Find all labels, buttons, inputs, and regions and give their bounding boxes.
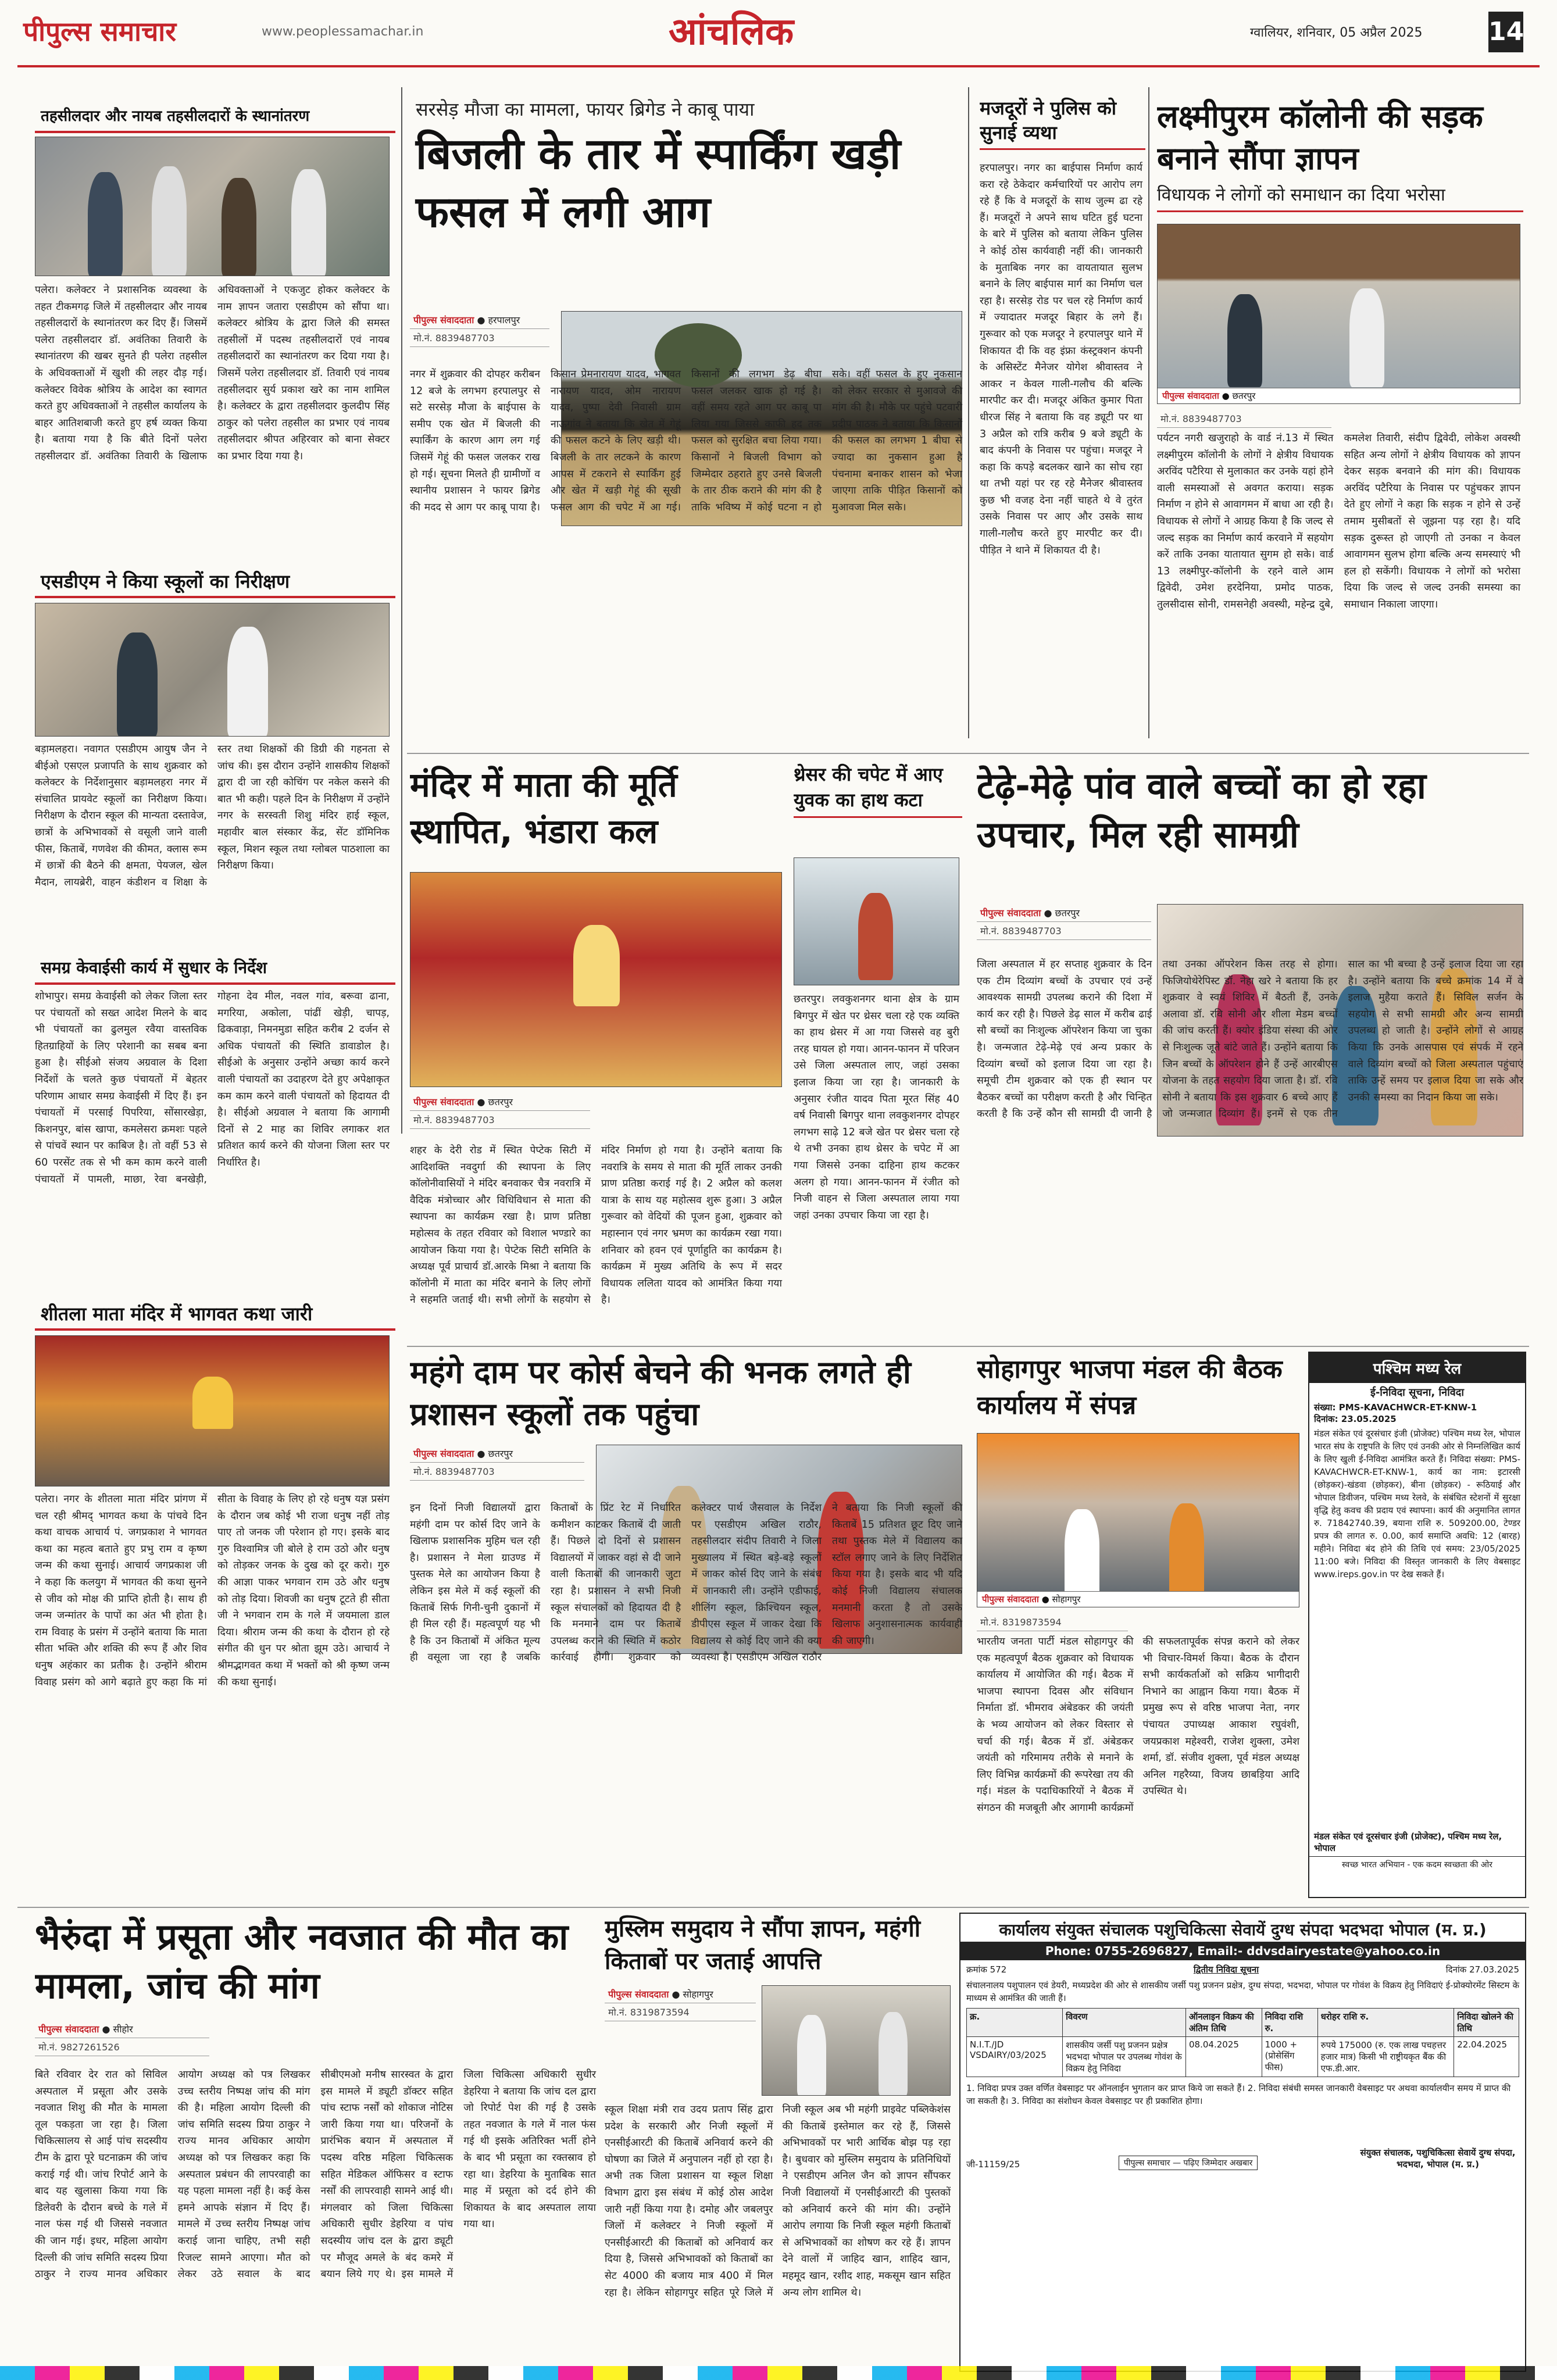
- byline-mobile: मो.नं. 8839487703: [410, 1463, 584, 1481]
- photo-caption: पीपुल्स संवाददाता ● छतरपुर: [1158, 388, 1520, 403]
- headline: तहसीलदार और नायब तहसीलदारों के स्थानांतरण: [35, 102, 395, 133]
- article-bhairunda: [35, 1913, 599, 2372]
- headline: लक्ष्मीपुरम कॉलोनी की सड़क बनाने सौंपा ज्ञापन: [1157, 98, 1483, 177]
- photo-transfers: [35, 137, 390, 276]
- column-divider: [1148, 87, 1149, 738]
- byline-mobile: मो.नं. 8319873594: [605, 2003, 756, 2021]
- article-body: छतरपुर। लवकुशनगर थाना क्षेत्र के ग्राम बिगपुर में खेत पर थ्रेसर चला रहे एक व्यक्ति का हाथ थ्रेसर में आ गया जिससे वह बुरी तरह घायल हो गया। आनन-फानन में परिजन उसे जिला अस्पताल लाए, जहां उसका इलाज किया जा रहा है। जानकारी के अनुसार रंजीत यादव पिता मूरत सिंह 40 वर्ष निवासी बिगपुर थाना लवकुशनगर दोपहर लगभग साढ़े 12 बजे खेत पर थ्रेसर चला रहे थे तभी उनका हाथ थ्रेसर के चपेट में आ गया जिससे उनका दाहिना हाथ कटकर अलग हो गया। आनन-फानन में रंजीत को निजी वाहन से जिला अस्पताल लाया गया जहां उनका उपचार किया जा रहा है।: [794, 994, 959, 1221]
- article-body: बड़ामलहरा। नवागत एसडीएम आयुष जैन ने बीईओ एसएल प्रजापति के साथ शुक्रवार को कलेक्टर के निर्देशानुसार बड़ामलहरा नगर में संचालित प्रायवेट स्कूलों का निरीक्षण किया। निरीक्षण के दौरान स्कूल की मान्यता दस्तावेज, छात्रों के अभिभावकों से वसूली जाने वाली फीस, किताबें, गणवेश की कीमत, क्लास रूम में छात्रों की बैठने की क्षमता, पेयजल, खेल मैदान, लायब्रेरी, वाहन कंडीशन व शिक्षा के स्तर तथा शिक्षकों की डिग्री की गहनता से जांच की। इस दौरान उन्होंने शासकीय शिक्षकों द्वारा दी जा रही कोचिंग पर नकेल कसने की बात भी कही। पहले दिन के निरीक्षण में उन्होंने नगर के सरस्वती शिशु मंदिर हाई स्कूल, महावीर बाल संस्कार केंद्र, सेंट डॉमिनिक स्कूल, मिशन स्कूल तथा ग्लोबल पाठशाला का निरीक्षण किया।: [35, 744, 390, 888]
- article-bjp-meeting: [977, 1352, 1302, 1898]
- table-header-cell: निविदा खोलने की तिथि: [1454, 2009, 1519, 2037]
- article-thresher: [794, 762, 962, 1343]
- tender-banner: पश्चिम मध्य रेल: [1309, 1353, 1525, 1383]
- table-cell: N.I.T./JD VSDAIRY/03/2025: [967, 2037, 1063, 2077]
- photo-memorandum: [1157, 224, 1520, 404]
- headline: मुस्लिम समुदाय ने सौंपा ज्ञापन, महंगी किताबों पर जताई आपत्ति: [605, 1916, 921, 1975]
- section-title: आंचलिक: [669, 10, 794, 53]
- tender-number: क्रमांक 572: [966, 1964, 1007, 1975]
- section-rule: [407, 753, 1529, 754]
- tender-dairy: [959, 1913, 1526, 2372]
- article-body: स्कूल शिक्षा मंत्री राव उदय प्रताप सिंह द्वारा प्रदेश के सरकारी और निजी स्कूलों में एनसीईआरटी की किताबें अनिवार्य करने की घोषणा का जिले में अनुपालन नहीं हो रहा है। अभी तक जिला प्रशासन या स्कूल शिक्षा विभाग द्वारा इस संबंध में कोई ठोस आदेश जारी नहीं किया गया है। दमोह और जबलपुर जिलों में कलेक्टर ने निजी स्कूलों में एनसीईआरटी की किताबों को अनिवार्य कर दिया है, जिससे अभिभावकों को किताबों का सेट 4000 की बजाय मात्र 400 में मिल रहा है। लेकिन सोहागपुर सहित पूरे जिले में निजी स्कूल अब भी महंगी प्राइवेट पब्लिकेशंस की किताबें इस्तेमाल कर रहे हैं, जिससे अभिभावकों पर भारी आर्थिक बोझ पड़ रहा है। बुधवार को मुस्लिम समुदाय के प्रतिनिधियों ने एसडीएम अनिल जैन को ज्ञापन सौंपकर निजी विद्यालयों में एनसीईआरटी की पुस्तकों को अनिवार्य करने की मांग की। उन्होंने आरोप लगाया कि निजी स्कूल महंगी किताबों से अभिभावकों का शोषण कर रहे हैं। ज्ञापन देने वालों में जाहिद खान, शाहिद खान, महमूद खान, रशीद शाह, मकसूम खान सहित अन्य लोग शामिल थे।: [605, 2104, 951, 2299]
- photo-person: [797, 2015, 826, 2096]
- article-sdm-inspection: [35, 567, 395, 945]
- byline-place: छतरपुर: [488, 1096, 513, 1107]
- photo-person: [117, 632, 158, 737]
- photo-person: [192, 1377, 233, 1429]
- byline: पीपुल्स संवाददाता ● छतरपुर मो.नं. 8839487703: [410, 1445, 584, 1481]
- headline: मंदिर में माता की मूर्ति स्थापित, भंडारा कल: [410, 765, 677, 851]
- photo-person: [291, 169, 326, 276]
- tender-ref: संख्या: PMS-KAVACHWCR-ET-KNW-1: [1314, 1402, 1477, 1413]
- caption-place: छतरपुर: [1232, 391, 1256, 401]
- article-body: शहर के देरी रोड में स्थित पेप्टेक सिटी में आदिशक्ति नवदुर्गा की स्थापना के लिए कॉलोनीवासियों ने मंदिर बनवाकर चैत्र नवरात्रि में वैदिक मंत्रोच्चार और विधिविधान से माता की स्थापना का कार्यक्रम रखा है। प्राण प्रतिष्ठा महोत्सव के तहत रविवार को विशाल भण्डारे का आयोजन किया गया है। पेप्टेक सिटी समिति के अध्यक्ष पूर्व प्राचार्य डॉ.आरके मिश्रा ने बताया कि कॉलोनी में माता का मंदिर बनाने के लिए लोगों ने सहमति जताई थी। सभी लोगों के सहयोग से मंदिर निर्माण हो गया है। उन्होंने बताया कि नवरात्रि के समय से माता की मूर्ति लाकर उनकी प्राण प्रतिष्ठा कराई गई है। 2 अप्रैल को कलश यात्रा के साथ यह महोत्सव शुरू हुआ। 3 अप्रैल गुरूवार को वेदियों की पूजन हुआ, शुक्रवार को महास्नान एवं नगर भ्रमण का कार्यक्रम रखा गया। शनिवार को हवन एवं पूर्णाहुति का कार्यक्रम है। कार्यक्रम में मुख्य अतिथि के रूप में सदर विधायक ललिता यादव को आमंत्रित किया गया है।: [410, 1145, 782, 1306]
- tender-body: मंडल संकेत एवं दूरसंचार इंजी (प्रोजेक्ट) पश्चिम मध्य रेल, भोपाल भारत संघ के राष्ट्रपति के लिए एवं उनकी ओर से निम्नलिखित कार्य के लिए खुली ई-निविदा आमंत्रित करते हैं। निविदा संख्या: PMS-KAVACHWCR-ET-KNW-1, कार्य का नाम: इटारसी (छोड़कर)-खंडवा (छोड़कर), बीना (छोड़कर) - रूठियाई और भोपाल डिवीजन, पश्चिम मध्य रेलवे, के संबंधित स्टेशनों में सुरक्षा वृद्धि हेतु कवच की प्रदाय एवं स्थापना। कार्य की अनुमानित लागत रु. 71842740.39, बयाना राशि रु. 509200.00, टेण्डर प्रपत्र की लागत रु. 0.00, कार्य समाप्ति अवधि: 12 (बारह) महीने। निविदा बंद होने की तिथि एवं समय: 23/05/2025 11:00 बजे। निविदा की विस्तृत जानकारी के लिए वेबसाइट www.ireps.gov.in पर देख सकते हैं।: [1314, 1428, 1520, 1579]
- photo-hospital: [794, 857, 959, 985]
- table-cell: 1000 + (प्रोसेसिंग फीस): [1262, 2037, 1317, 2077]
- table-cell: 08.04.2025: [1186, 2037, 1262, 2077]
- photo-katha: [35, 1335, 390, 1486]
- page-number: 14: [1488, 12, 1523, 52]
- column-divider: [401, 87, 402, 1134]
- photo-person: [879, 2012, 908, 2096]
- caption-place: सोहागपुर: [1052, 1594, 1081, 1604]
- table-header-cell: क्र.: [967, 2009, 1063, 2037]
- tender-railway: [1308, 1352, 1526, 1898]
- tender-date: दिनांक: 23.05.2025: [1314, 1414, 1397, 1424]
- table-row: [967, 2037, 1519, 2077]
- article-children-treatment: [977, 762, 1526, 1343]
- article-body: शोभापुर। समग्र केवाईसी को लेकर जिला स्तर पर पंचायतों को सख्त आदेश मिलने के बाद भी पंचायतों का ढुलमुल रवैया वास्तविक हितग्राहियों के लिए परेशानी का सबब बना हुआ है। सीईओ संजय अग्रवाल के दिशा निर्देशों के चलते कुछ पंचायतों में बेहतर परिणाम आधार समग्र केवाईसी में दिए हैं। इन पंचायतों में परसाई पिपरिया, सोंसारखेड़ा, किशनपुर, बांस खापा, कमलेसरा क्रमशः पहले से पांचवें स्थान पर काबिज है। तो वहीं 53 से 60 परसेंट तक से भी कम काम करने वाली पंचायतों में पामली, माछा, रेवा बनखेड़ी, गोहना देव मील, नवल गांव, बरूवा ढाना, मगरिया, अकोला, पांढीं खेड़ी, चापड़, ढिकवाड़ा, निमनमुडा सहित करीब 2 दर्जन से अधिक पंचायतों की स्थिति डावाडोल है। सीईओ के अनुसार उन्होंने अच्छा कार्य करने वाली पंचायतों का उदाहरण देते हुए अपेक्षाकृत कम काम करने वाली पंचायतों को हिदायत दी है। सीईओ अग्रवाल ने बताया कि आगामी दिनों से 2 माह का शिविर लगाकर शत प्रतिशत कार्य करने की योजना जिला स्तर पर निर्धारित है।: [35, 991, 390, 1185]
- article-costly-course: [410, 1352, 965, 1898]
- tender-table-wrap: [960, 2008, 1525, 2077]
- print-color-marks: [0, 2366, 1557, 2380]
- tender-table: [966, 2008, 1519, 2077]
- headline: महंगे दाम पर कोर्स बेचने की भनक लगते ही प्रशासन स्कूलों तक पहुंचा: [410, 1354, 911, 1432]
- tender-footer: [960, 2147, 1525, 2170]
- byline-place: सोहागपुर: [683, 1989, 713, 2000]
- headline: टेढ़े-मेढ़े पांव वाले बच्चों का हो रहा उपचार, मिल रही सामग्री: [977, 764, 1426, 856]
- tender-meta: [960, 1960, 1525, 1979]
- byline: पीपुल्स संवाददाता ● छतरपुर मो.नं. 8839487703: [410, 1093, 590, 1129]
- table-header-cell: ऑनलाइन विक्रय की अंतिम तिथि: [1186, 2009, 1262, 2037]
- headline: भैरुंदा में प्रसूता और नवजात की मौत का मामला, जांच की मांग: [35, 1916, 569, 2007]
- tender-title: ई-निविदा सूचना, निविदा: [1370, 1386, 1464, 1399]
- article-body: हरपालपुर। नगर का बाईपास निर्माण कार्य करा रहे ठेकेदार कर्मचारियों पर आरोप लग रहे हैं कि वे मजदूरों के साथ जुल्म ढा रहे हैं। मजदूरों ने अपने साथ घटित हुई घटना के बारे में पुलिस को बताया लेकिन पुलिस ने कोई ठोस कार्यवाही नहीं की। जानकारी के मुताबिक नगर का वायतायात सुलभ बनाने के लिए बाईपास मार्ग का निर्माण चल रहा है। सरसेड़ रोड पर चल रहे निर्माण कार्य में ज्यादातर मजदूर बिहार के लगे हैं। गुरूवार को एक मजदूर ने हरपालपुर थाने में शिकायत दी कि वह इंफ्रा कंस्ट्रक्शन कंपनी के असिस्टेंट मैनेजर योगेश श्रीवास्तव ने आकर न केवल गाली-गलौच की बल्कि मारपीट कर दी। मजदूर अंकित कुमार पिता धीरज सिंह ने बताया कि वह ड्यूटी पर था 3 अप्रैल को रात्रि करीब 9 बजे ड्यूटी के बाद कंपनी के निवास पर पहुंचा। मजदूर ने कहा कि कपड़े बदलकर खाने का सोच रहा था तभी यहां पर रह रहे मैनेजर श्रीवास्तव कुछ भी वजह देना नहीं चाहते थे वे तुरंत उसके निवास पर आए और उसके साथ गाली-गलौच करते हुए मारपीट कर दी। पीड़ित ने थाने में शिकायत दी है।: [980, 162, 1142, 556]
- photo-person: [1169, 1503, 1204, 1602]
- byline-place: छतरपुर: [488, 1448, 513, 1459]
- photo-bjp: [977, 1433, 1299, 1607]
- photo-person: [152, 166, 187, 276]
- byline-mobile: मो.नं. 8839487703: [410, 1111, 590, 1129]
- byline-name: पीपुल्स संवाददाता: [413, 1096, 474, 1107]
- photo-sdm: [35, 603, 390, 737]
- byline: पीपुल्स संवाददाता ● सोहागपुर मो.नं. 8319873594: [605, 1985, 756, 2021]
- headline: बिजली के तार में स्पार्किंग खड़ी फसल में लगी आग: [416, 129, 901, 237]
- byline-name: पीपुल्स संवाददाता: [413, 1448, 474, 1459]
- article-body: पर्यटन नगरी खजुराहो के वार्ड नं.13 में स्थित लक्ष्मीपुरम कॉलोनी के लोगों ने क्षेत्रीय विधायक अरविंद पटैरिया से मुलाकात कर उनके यहां होने वाली समस्याओं से अवगत कराया। सड़क निर्माण न होने से आवागमन में बाधा आ रही है। विधायक से लोगों ने आग्रह किया है कि जल्द से जल्द सड़क का निर्माण कार्य करवाने में सहयोग करें ताकि उनका यातायात सुगम हो सके। वार्ड 13 लक्ष्मीपुर-कॉलोनी के रहने वाले आम द्विवेदी, उमेश हरदेनिया, प्रमोद पाठक, तुलसीदास सोनी, रामसनेही अवस्थी, महेन्द्र दुबे, कमलेश तिवारी, संदीप द्विवेदी, लोकेश अवस्थी सहित अन्य लोगों ने क्षेत्रीय विधायक को ज्ञापन देकर सड़क बनवाने की मांग की। विधायक अरविंद पटैरिया के निवास पर पहुंचकर ज्ञापन देते हुए लोगों ने कहा कि सड़क न होने से उन्हें तमाम मुसीबतों से जूझना पड़ रहा है। यदि सड़क दुरूस्त हो जाएगी तो उनका न केवल आवागमन सुलभ होगा बल्कि अन्य समस्याएं भी हल हो सकेंगी। विधायक ने लोगों को भरोसा दिया कि जल्द से जल्द उनकी समस्या का समाधान निकाला जाएगा।: [1157, 433, 1520, 610]
- table-cell: 22.04.2025: [1454, 2037, 1519, 2077]
- photo-person: [858, 893, 893, 980]
- byline-name: पीपुल्स संवाददाता: [413, 315, 474, 326]
- headline: मजदूरों ने पुलिस को सुनाई व्यथा: [980, 96, 1145, 150]
- tender-title: कार्यालय संयुक्त संचालक पशुचिकित्सा सेवायें दुग्ध संपदा भदभदा भोपाल (म. प्र.): [999, 1920, 1487, 1939]
- article-muslim-memorandum: [605, 1913, 954, 2372]
- headline: थ्रेसर की चपेट में आए युवक का हाथ कटा: [794, 762, 962, 818]
- caption-name: पीपुल्स संवाददाता: [982, 1594, 1039, 1604]
- article-body: इन दिनों निजी विद्यालयों द्वारा महंगी दाम पर कोर्स दिए जाने के खिलाफ प्रशासनिक मुहिम चल रही है। प्रशासन ने मेला ग्राउण्ड में पुस्तक मेले का आयोजन किया है लेकिन इस मेले में कई स्कूलों की किताबें सिर्फ गिनी-चुनी दुकानों में ही मिल रही हैं। महत्वपूर्ण यह भी है कि उन किताबों में अंकित मूल्य ही वसूला जा रहा है जबकि किताबों के प्रिंट रेट में निर्धारित कमीशन काटकर किताबें दी जाती हैं। पिछले दो दिनों से प्रशासन विद्यालयों में जाकर वहां से दी जाने वाली किताबों की जानकारी जुटा रहा है। प्रशासन ने सभी निजी स्कूल संचालकों को हिदायत दी है कि मनमाने दाम पर किताबें उपलब्ध कराने की स्थिति में कठोर कार्रवाई होगी। शुक्रवार को कलेक्टर पार्थ जैसवाल के निर्देश पर एसडीएम अखिल राठौर, तहसीलदार संदीप तिवारी ने जिला मुख्यालय में स्थित बड़े-बड़े स्कूलों में जाकर कोर्स दिए जाने के संबंध में जानकारी ली। उन्होंने एडीफाई, शीलिंग स्कूल, क्रिश्चियन स्कूल, डीपीएस स्कूल में जाकर देखा कि विद्यालय से कोई दिए जाने की क्या व्यवस्था है। एसडीएम अखिल राठौर ने बताया कि निजी स्कूलों की किताबें 15 प्रतिशत छूट दिए जाने तथा पुस्तक मेले में विद्यालय का स्टॉल लगाए जाने के लिए निर्देशित किया गया है। इसके बाद भी यदि कोई निजी विद्यालय संचालक मनमानी करता है तो उसके खिलाफ अनुशासनात्मक कार्यवाही की जाएगी।: [410, 1502, 962, 1664]
- photo-person: [88, 172, 123, 276]
- dateline: ग्वालियर, शनिवार, 05 अप्रैल 2025: [1250, 26, 1423, 40]
- article-body: बिते रविवार देर रात को सिविल अस्पताल में प्रसूता और उसके नवजात शिशु की मौत के मामला तूल पकड़ता जा रहा है। जिला चिकित्सालय से आई पांच सदस्यीय टीम के द्वारा पूरे घटनाक्रम की जांच कराई गई थी। जांच रिपोर्ट आने के बाद यह खुलासा किया गया कि डिलेवरी के दौरान बच्चे के गले में नाल फंस गई थी जिससे नवजात की जान गई। इधर, महिला आयोग दिल्ली की जांच समिति सदस्य प्रिया ठाकुर ने राज्य मानव अधिकार आयोग अध्यक्ष को पत्र लिखकर उच्च स्तरीय निष्पक्ष जांच की मांग की है। महिला आयोग दिल्ली की जांच समिति सदस्य प्रिया ठाकुर ने राज्य मानव अधिकार आयोग अध्यक्ष को पत्र लिखकर कहा कि अस्पताल प्रबंधन की लापरवाही का यह पहला मामला नहीं है। कई केस हमने आपके संज्ञान में दिए हैं। मामले में उच्च स्तरीय निष्पक्ष जांच कराई जाना चाहिए, तभी सही रिजल्ट सामने आएगा। मौत को लेकर उठे सवाल के बाद सीबीएमओ मनीष सारस्वत के द्वारा इस मामले में ड्यूटी डॉक्टर सहित पांच स्टाफ नर्सों को शोकाज नोटिस जारी किया गया था। परिजनों के प्रारंभिक बयान में अस्पताल में पदस्थ वरिष्ठ महिला चिकित्सक सहित मेडिकल ऑफिसर व स्टाफ नर्सों की लापरवाही सामने आई थी। मंगलवार को जिला चिकित्सा अधिकारी सुधीर डेहरिया व पांच सदस्यीय जांच दल के द्वारा ड्यूटी पर मौजूद अमले के बंद कमरे में बयान लिये गए थे। इस मामले में जिला चिकित्सा अधिकारी सुधीर डेहरिया ने बताया कि जांच दल द्वारा जो रिपोर्ट पेश की गई है उसके तहत नवजात के गले में नाल फंस गई थी इसके अतिरिक्त भर्ती होने के बाद भी प्रसूता का रक्तस्राव हो रहा था। डेहरिया के मुताबिक सात माह में प्रसूता को दर्द होने की शिकायत के बाद अस्पताल लाया गया था।: [35, 2069, 596, 2281]
- article-body: जिला अस्पताल में हर सप्ताह शुक्रवार के दिन एक टीम दिव्यांग बच्चों के उपचार एवं उन्हें आवश्यक सामग्री उपलब्ध कराने की दिशा में कार्य कर रही है। पिछले डेढ़ साल में करीब ढाई सौ बच्चों का निःशुल्क ऑपरेशन किया जा चुका है। जन्मजात टेढ़े-मेढ़े एवं अन्य प्रकार के दिव्यांग बच्चों को इलाज दिया जा रहा है। समूची टीम शुक्रवार को एक ही स्थान पर बैठकर बच्चों का परीक्षण करती है और चिन्हित करती है कि उन्हें कौन सी सामग्री दी जानी है तथा उनका ऑपरेशन किस तरह से होगा। फिजियोथेरेपिस्ट डॉ. नेहा खरे ने बताया कि हर शुक्रवार वे स्वयं शिविर में बैठती हैं, उनके अलावा डॉ. रवि सोनी और शीला मेडम बच्चों की जांच करती हैं। क्योर इंडिया संस्था की ओर से निःशुल्क जूते बांटे जाते हैं। उन्होंने बताया कि जिन बच्चों के ऑपरेशन होने हैं उन्हें आरबीएस योजना के तहत सहयोग दिया जाता है। डॉ. रवि सोनी ने बताया कि इस शुक्रवार 6 बच्चे आए हैं जो जन्मजात दिव्यांग हैं। इनमें से एक तीन साल का भी बच्चा है उन्हें इलाज दिया जा रहा है। उन्होंने बताया कि बच्चे क्रमांक 14 में वे इलाज मुहैया कराते हैं। सिविल सर्जन के सहयोग से सभी सामग्री और अन्य सामग्री उपलब्ध हो जाती है। उन्होंने लोगों से आग्रह किया कि उनके आसपास एवं संपर्क में रहने वाले दिव्यांग बच्चों को जिला अस्पताल पहुंचाएं ताकि उन्हें समय पर इलाज दिया जा सके और उनकी समस्या का निदान किया जा सके।: [977, 959, 1523, 1120]
- table-cell: रुपये 175000 (रु. एक लाख पचहत्तर हजार मात्र) किसी भी राष्ट्रीयकृत बैंक की एफ.डी.आर.: [1317, 2037, 1454, 2077]
- tender-sign: संयुक्त संचालक, पशुचिकित्सा सेवायें दुग्ध संपदा, भदभदा, भोपाल (म. प्र.): [1360, 2147, 1516, 2170]
- tender-date: दिनांक 27.03.2025: [1445, 1964, 1519, 1975]
- byline: पीपुल्स संवाददाता ● छतरपुर मो.नं. 8839487703: [977, 904, 1151, 940]
- table-header-row: [967, 2009, 1519, 2037]
- photo-person: [222, 178, 256, 276]
- article-crop-fire: [410, 93, 965, 738]
- photo-person: [227, 627, 268, 737]
- table-cell: शासकीय जर्सी पशु प्रजनन प्रक्षेत्र भदभदा भोपाल पर उपलब्ध गोवंश के विक्रय हेतु निविदा: [1063, 2037, 1186, 2077]
- tender-slogan: पीपुल्स समाचार — पढ़िए जिम्मेदार अखबार: [1119, 2156, 1258, 2170]
- byline: पीपुल्स संवाददाता ● सीहोर मो.नं. 9827261526: [35, 2020, 209, 2056]
- headline: सोहागपुर भाजपा मंडल की बैठक कार्यालय में संपन्न: [977, 1355, 1283, 1420]
- byline-mobile: मो.नं. 8319873594: [977, 1613, 1128, 1631]
- headline: समग्र केवाईसी कार्य में सुधार के निर्देश: [35, 953, 395, 985]
- caption-name: पीपुल्स संवाददाता: [1162, 391, 1219, 401]
- section-rule: [17, 1907, 1529, 1908]
- byline-mobile: मो.नं. 8839487703: [977, 922, 1151, 940]
- table-header-cell: धरोहर राशि रु.: [1317, 2009, 1454, 2037]
- byline-name: पीपुल्स संवाददाता: [980, 907, 1041, 919]
- tender-kind: द्वितीय निविदा सूचना: [1193, 1964, 1259, 1975]
- headline: शीतला माता मंदिर में भागवत कथा जारी: [35, 1299, 395, 1331]
- tender-notes: 1. निविदा प्रपत्र उक्त वर्णित वेबसाइट पर ऑनलाईन भुगतान कर प्राप्त किये जा सकते हैं। 2. निविदा संबंधी समस्त जानकारी वेबसाइट पर अथवा कार्यालयीन समय में प्राप्त की जा सकती है। 3. निविदा का संशोधन केवल वेबसाइट पर ही प्रकाशित होगा।: [966, 2083, 1511, 2106]
- article-kyc: [35, 953, 395, 1291]
- article-bhagwat-katha: [35, 1299, 395, 1898]
- masthead: [0, 0, 1557, 69]
- byline-name: पीपुल्स संवाददाता: [608, 1989, 669, 2000]
- byline-mobile: मो.नं. 9827261526: [35, 2038, 209, 2056]
- tender-sign: मंडल संकेत एवं दूरसंचार इंजी (प्रोजेक्ट), पश्चिम मध्य रेल, भोपाल: [1314, 1831, 1502, 1853]
- headline: एसडीएम ने किया स्कूलों का निरीक्षण: [35, 567, 395, 598]
- byline-name: पीपुल्स संवाददाता: [38, 2024, 99, 2035]
- byline-place: हरपालपुर: [488, 315, 520, 326]
- photo-caption: पीपुल्स संवाददाता ● सोहागपुर: [977, 1591, 1299, 1607]
- article-temple: [410, 762, 788, 1343]
- photo-person: [1227, 294, 1262, 387]
- tender-footer: स्वच्छ भारत अभियान - एक कदम स्वच्छता की ओर: [1309, 1856, 1525, 1872]
- article-transfers: [35, 102, 395, 561]
- article-body: नगर में शुक्रवार की दोपहर करीबन 12 बजे के लगभग हरपालपुर से सटे सरसेड़ मौजा के बाईपास के समीप एक खेत में बिजली की स्पार्किंग के कारण आग लग गई जिसमें गेहूं की फसल जलकर राख हो गई। सूचना मिलते ही ग्रामीणों व स्थानीय प्रशासन ने फायर ब्रिगेड की मदद से आग पर काबू पाया है। किसान प्रेमनारायण यादव, भागवत नारायण यादव, ओम नारायण यादव, पुष्पा देवी निवासी ग्राम नाऊगांव ने बताया कि खेत में गेहूं की फसल कटने के लिए खड़ी थी। बिजली के तार लटकने के कारण आपस में टकराने से स्पार्किंग हुई और खेत में खड़ी गेहूं की सूखी फसल आग की चपेट में आ गई। किसानों की लगभग डेढ़ बीघा फसल जलकर खाक हो गई है। वहीं समय रहते आग पर काबू पा लिया गया जिससे काफी हद तक फसल को सुरक्षित बचा लिया गया। किसानों ने बिजली विभाग को जिम्मेदार ठहराते हुए उनसे बिजली के तार ठीक कराने की मांग की है ताकि भविष्य में कोई घटना न हो सके। वहीं फसल के हुए नुकसान को लेकर सरकार से मुआवजे की मांग की है। मौके पर पहुंचे पटवारी प्रदीप पाठक ने बताया कि किसानों की फसल का लगभग 1 बीघा से ज्यादा का नुकसान हुआ है पंचनामा बनाकर शासन को भेजा जाएगा ताकि पीड़ित किसानों को मुआवजा मिल सके।: [410, 369, 962, 513]
- table-body: [967, 2037, 1519, 2077]
- photo-person: [1349, 288, 1384, 387]
- section-rule: [407, 1346, 1529, 1347]
- table-header-cell: निविदा राशि रु.: [1262, 2009, 1317, 2037]
- byline-place: छतरपुर: [1055, 907, 1080, 919]
- article-labourers: [980, 96, 1145, 741]
- article-body: भारतीय जनता पार्टी मंडल सोहागपुर की एक महत्वपूर्ण बैठक शुक्रवार को विधायक कार्यालय में आयोजित की गई। बैठक में भाजपा स्थापना दिवस और संविधान निर्माता डॉ. भीमराव अंबेडकर की जयंती के भव्य आयोजन को लेकर विस्तार से चर्चा की गई। बैठक में डॉ. अंबेडकर जयंती को गरिमामय तरीके से मनाने के लिए विभिन्न कार्यक्रमों की रूपरेखा तय की गई। मंडल के पदाधिकारियों ने बैठक में संगठन की मजबूती और आगामी कार्यक्रमों की सफलतापूर्वक संपन्न कराने को लेकर भी विचार-विमर्श किया। बैठक के दौरान सभी कार्यकर्ताओं को सक्रिय भागीदारी निभाने का आह्वान किया गया। बैठक में प्रमुख रूप से वरिष्ठ भाजपा नेता, नगर पंचायत उपाध्यक्ष आकाश रघुवंशी, जयप्रकाश महेश्वरी, राजेश शुक्ला, उमेश शर्मा, डॉ. संजीव शुक्ला, पूर्व मंडल अध्यक्ष अनिल गहरैय्या, विजय छाबड़िया आदि उपस्थित थे।: [977, 1636, 1299, 1814]
- column-divider: [968, 87, 969, 738]
- photo-temple: [410, 872, 782, 1087]
- tender-code: जी-11159/25: [966, 2159, 1020, 2170]
- kicker: सरसेड़ मौजा का मामला, फायर ब्रिगेड ने काबू पाया: [416, 98, 755, 120]
- masthead-rule: [17, 65, 1540, 67]
- photo-person: [573, 925, 620, 1006]
- photo-muslim-delegation: [762, 1985, 951, 2096]
- paper-logo: पीपुल्स समाचार: [23, 16, 177, 47]
- photo-person: [1065, 1509, 1099, 1602]
- website[interactable]: www.peoplessamachar.in: [262, 24, 424, 39]
- byline-mobile: मो.नं. 8839487703: [1157, 410, 1331, 428]
- byline-place: सीहोर: [113, 2024, 133, 2035]
- article-body: पलेरा। कलेक्टर ने प्रशासनिक व्यवस्था के तहत टीकमगढ़ जिले में तहसीलदार और नायब तहसीलदारों के स्थानांतरण कर दिए हैं। जिसमें पलेरा तहसीलदार डॉ. अवंतिका तिवारी के स्थानांतरण की खबर सुनते ही पलेरा तहसील के अधिवक्ताओं में खुशी की लहर दौड़ गई। कलेक्टर विवेक श्रोत्रिय के आदेश का स्वागत करते हुए अधिवक्ताओं ने तहसील कार्यालय के बाहर आतिशबाजी करते हुए हर्ष व्यक्त किया है। बताया गया है कि बीते दिनों पलेरा तहसीलदार डॉ. अवंतिका तिवारी के खिलाफ अधिवक्ताओं ने एकजुट होकर कलेक्टर के नाम ज्ञापन जतारा एसडीएम को सौंपा था। कलेक्टर श्रोत्रिय के द्वारा जिले की समस्त तहसीलों में पदस्थ तहसीलदारों एवं नायब तहसीलदारों का स्थानांतरण कर दिया गया है। जिसमें पलेरा तहसीलदार डॉ. तिवारी एवं नायब तहसीलदार सुर्य प्रकाश खरे का नाम शामिल है। कलेक्टर के द्वारा तहसीलदार कुलदीप सिंह ठाकुर को पलेरा तहसील का प्रभार एवं नायब तहसीलदार श्रीपत अहिरवार को बाना सेक्टर का प्रभार दिया गया है।: [35, 284, 390, 462]
- byline: पीपुल्स संवाददाता ● हरपालपुर मो.नं. 8839487703: [410, 311, 549, 347]
- byline-mobile: मो.नं. 8839487703: [410, 329, 549, 347]
- table-header-cell: विवरण: [1063, 2009, 1186, 2037]
- tender-intro: संचालनालय पशुपालन एवं डेयरी, मध्यप्रदेश की ओर से शासकीय जर्सी पशु प्रजनन प्रक्षेत्र, दुग्ध संपदा, भदभदा, भोपाल पर गोवंश के विक्रय हेतु निविदाएं ई-प्रोक्योरमेंट सिस्टम के माध्यम से आमंत्रित की जाती हैं।: [966, 1980, 1519, 2003]
- deck: विधायक ने लोगों को समाधान का दिया भरोसा: [1157, 180, 1523, 212]
- article-laxmipuram: [1157, 96, 1523, 741]
- tender-contact: Phone: 0755-2696827, Email:- ddvsdairyestate@yahoo.co.in: [960, 1942, 1525, 1960]
- article-body: पलेरा। नगर के शीतला माता मंदिर प्रांगण में चल रही श्रीमद् भागवत कथा के पांचवे दिन कथा वाचक आचार्य पं. जगप्रकाश ने भागवत कथा का महत्व बताते हुए प्रभु राम व कृष्ण जन्म की कथा सुनाई। आचार्य जगप्रकाश जी ने कहा कि कलयुग में भागवत की कथा सुनने से जीव को मोक्ष की प्राप्ति होती है। साथ ही जन्म जन्मांतर के पापों का अंत भी होता है। राम विवाह के प्रसंग में उन्होंने बताया कि माता सीता भक्ति और शक्ति की रूप हैं और शिव धनुष अहंकार का प्रतीक है। उन्होंने श्रीराम विवाह प्रसंग को आगे बढ़ाते हुए कहा कि मां सीता के विवाह के लिए हो रहे धनुष यज्ञ प्रसंग के दौरान जब कोई भी राजा धनुष नहीं तोड़ पाए तो जनक जी परेशान हो गए। इसके बाद गुरु विश्वामित्र जी बोले हे राम उठो और धनुष को तोड़कर जनक के दुख को दूर करो। गुरु की आज्ञा पाकर भगवान राम उठे और धनुष को तोड़ दिया। शिवजी का धनुष टूटते ही सीता जी ने भगवान राम के गले में जयमाला डाल दिया। श्रीराम जन्म की कथा के दौरान हो रहे संगीत की धुन पर श्रोता झूम उठे। आचार्य ने श्रीमद्भागवत कथा में भक्तों को श्री कृष्ण जन्म की कथा सुनाई।: [35, 1493, 390, 1688]
